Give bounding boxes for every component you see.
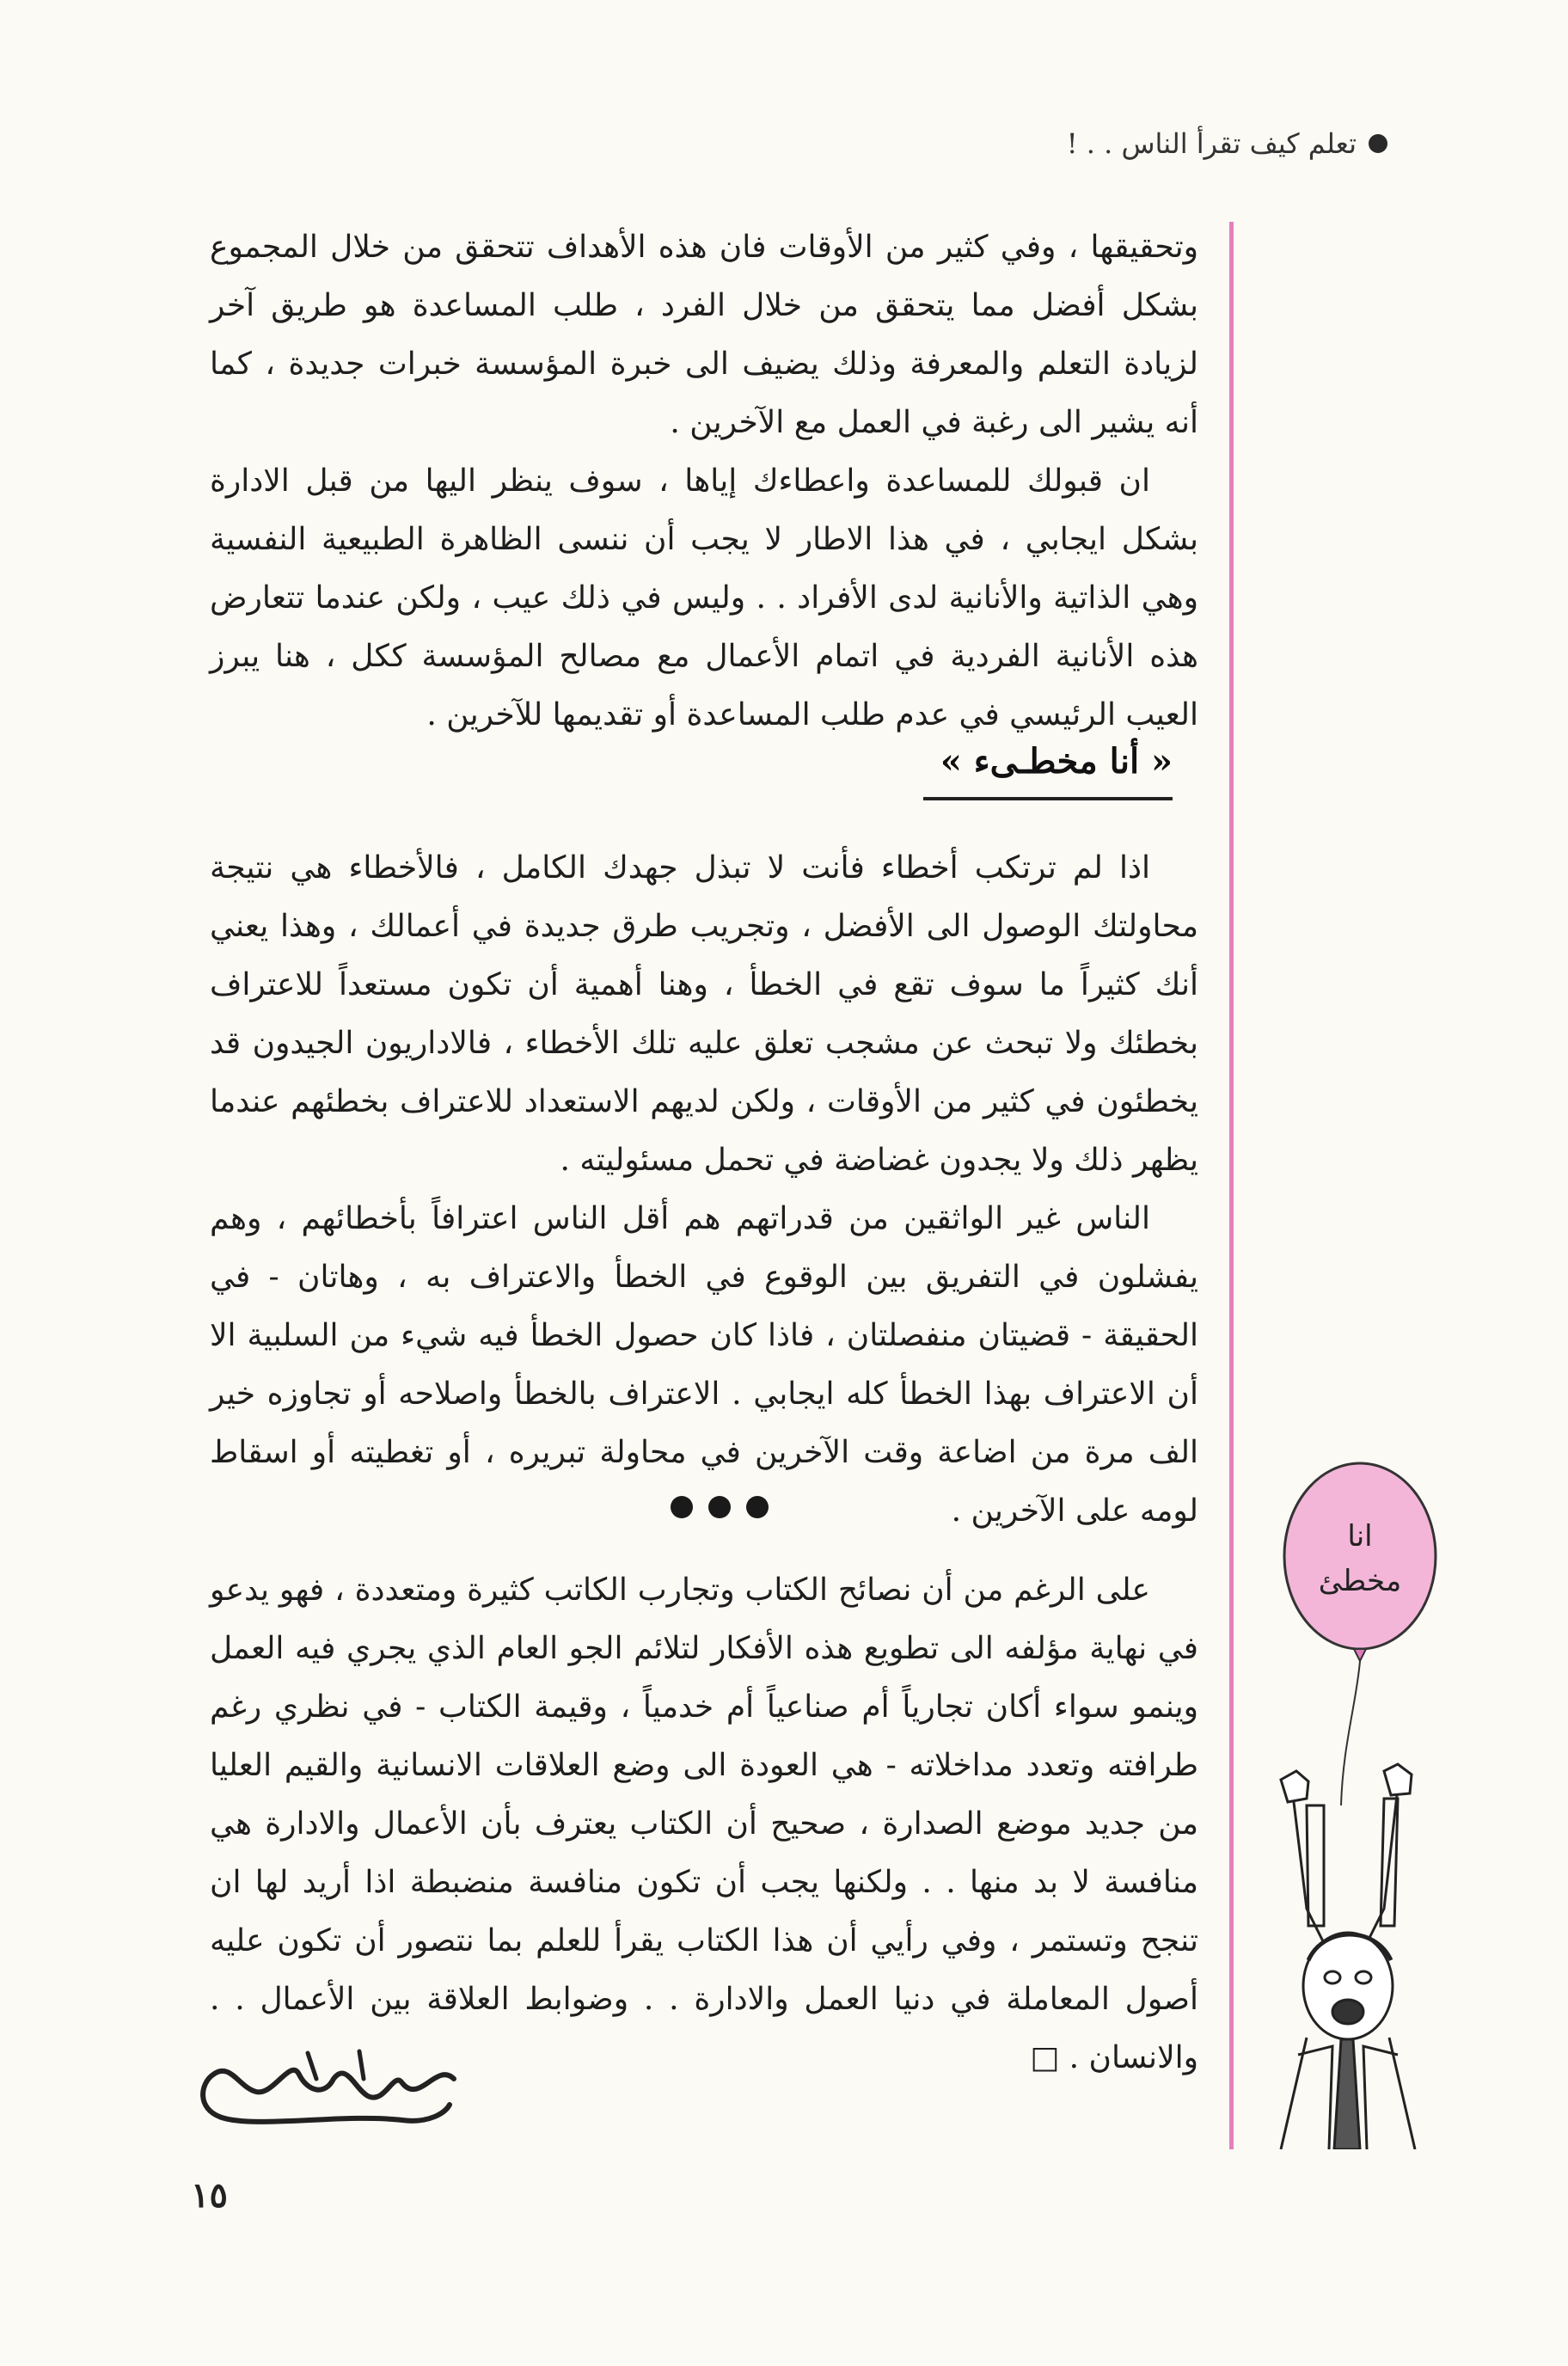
text-block-conclusion bbox=[210, 1561, 1198, 2087]
paragraph-2: ان قبولك للمساعدة واعطاءك إياها ، سوف ينظر اليها من قبل الادارة بشكل ايجابي ، في هذا الاطار لا يجب أن ننسى الظاهرة الطبيعية النفسية وهي الذاتية والأنانية لدى الأفراد . . وليس في ذلك عيب ، ولكن عندما تتعارض هذه الأنانية الفردية في اتمام الأعمال مع مصالح المؤسسة ككل ، هنا يبرز العيب الرئيسي في عدم طلب المساعدة أو تقديمها للآخرين . bbox=[210, 463, 1198, 732]
section-separator-dots bbox=[671, 1496, 769, 1518]
page-number: ١٥ bbox=[191, 2175, 228, 2216]
header-bullet-icon bbox=[1369, 134, 1387, 153]
section-heading: « أنا مخطـىء » bbox=[923, 741, 1173, 800]
cartoon-man-with-balloon-illustration bbox=[1246, 1462, 1444, 2149]
man-figure bbox=[1281, 1764, 1415, 2149]
author-signature bbox=[187, 2044, 471, 2139]
separator-dot bbox=[708, 1496, 731, 1518]
balloon-illustration bbox=[1284, 1463, 1436, 1805]
paragraph-5: على الرغم من أن نصائح الكتاب وتجارب الكاتب كثيرة ومتعددة ، فهو يدعو في نهاية مؤلفه الى تطويع هذه الأفكار لتلائم الجو العام الذي يجري فيه العمل وينمو سواء أكان تجارياً أم صناعياً أم خدمياً ، وقيمة الكتاب - في نظري رغم طرافته وتعدد مداخلاته - هي العودة الى وضع العلاقات الانسانية والقيم العليا من جديد موضع الصدارة ، صحيح أن الكتاب يعترف بأن الأعمال والادارة هي منافسة لا بد منها . . ولكنها يجب أن تكون منافسة منضبطة اذا أريد لها ان تنجح وتستمر ، وفي رأيي أن هذا الكتاب يقرأ للعلم بما نتصور أن تكون عليه أصول المعاملة في دنيا العمل والادارة . . وضوابط العلاقة بين الأعمال . . والانسان . □ bbox=[210, 1572, 1199, 2075]
text-block-mistakes bbox=[210, 839, 1198, 1541]
text-block-intro bbox=[210, 218, 1198, 745]
pink-margin-rule bbox=[1229, 222, 1234, 2149]
running-header bbox=[1067, 127, 1387, 160]
separator-dot bbox=[671, 1496, 693, 1518]
running-title: تعلم كيف تقرأ الناس . . ! bbox=[1066, 127, 1357, 160]
balloon-text-line-1: انا bbox=[1347, 1519, 1373, 1554]
balloon-text-line-2: مخطئ bbox=[1318, 1564, 1402, 1598]
paragraph-1: وتحقيقها ، وفي كثير من الأوقات فان هذه الأهداف تتحقق من خلال المجموع بشكل أفضل مما يتحقق من خلال الفرد ، طلب المساعدة هو طريق آخر لزيادة التعلم والمعرفة وذلك يضيف الى خبرة المؤسسة خبرات جديدة ، كما أنه يشير الى رغبة في العمل مع الآخرين . bbox=[210, 230, 1198, 440]
separator-dot bbox=[746, 1496, 769, 1518]
paragraph-4: الناس غير الواثقين من قدراتهم هم أقل الناس اعترافاً بأخطائهم ، وهم يفشلون في التفريق بين الوقوع في الخطأ والاعتراف به ، وهاتان - في الحقيقة - قضيتان منفصلتان ، فاذا كان حصول الخطأ فيه شيء من السلبية الا أن الاعتراف بهذا الخطأ كله ايجابي . الاعتراف بالخطأ واصلاحه أو تجاوزه خير الف مرة من اضاعة وقت الآخرين في محاولة تبريره ، أو تغطيته أو اسقاط لومه على الآخرين . bbox=[210, 1201, 1198, 1529]
paragraph-3: اذا لم ترتكب أخطاء فأنت لا تبذل جهدك الكامل ، فالأخطاء هي نتيجة محاولتك الوصول الى الأفضل ، وتجريب طرق جديدة في أعمالك ، وهذا يعني أنك كثيراً ما سوف تقع في الخطأ ، وهنا أهمية أن تكون مستعداً للاعتراف بخطئك ولا تبحث عن مشجب تعلق عليه تلك الأخطاء ، فالاداريون الجيدون قد يخطئون في كثير من الأوقات ، ولكن لديهم الاستعداد للاعتراف بخطئهم عندما يظهر ذلك ولا يجدون غضاضة في تحمل مسئوليته . bbox=[210, 850, 1198, 1178]
